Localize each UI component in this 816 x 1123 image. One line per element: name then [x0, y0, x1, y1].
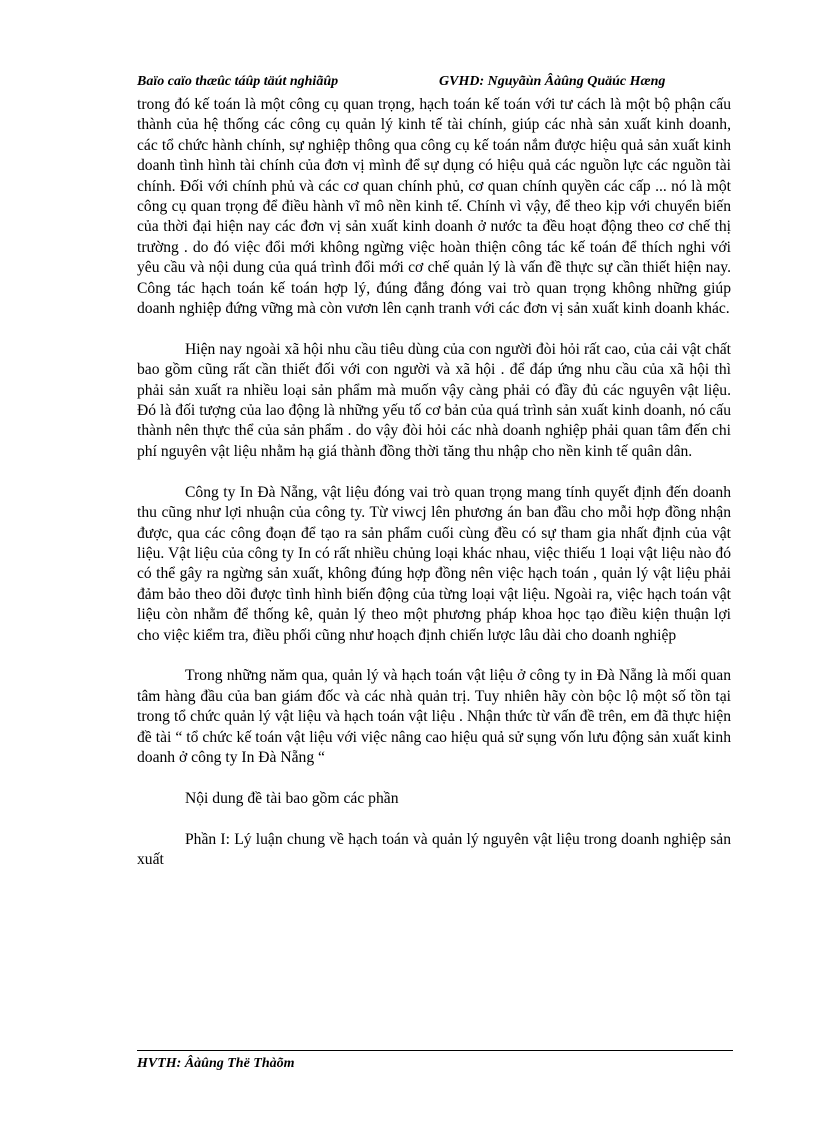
supervisor-name: GVHD: Nguyãùn Âàûng Quäúc Hæng [439, 74, 666, 89]
paragraph-continuation: trong đó kế toán là một công cụ quan trọng, hạch toán kế toán với tư cách là một bộ phận cấu thành của hệ thống các công cụ quản lý kinh tế tài chính, giúp các nhà sản xuất kinh doanh, các tổ chức hành chính, sự nghiệp thông qua công cụ kế toán nắm được hiệu quả sản xuất kinh doanh tình hình tài chính của đơn vị mình để sự dụng có hiệu quả các nguồn lực các nguồn tài chính. Đối với chính phủ và các cơ quan chính phủ, cơ quan chính quyền các cấp ... nó là một công cụ quan trọng để điều hành vĩ mô nền kinh tế. Chính vì vậy, để theo kịp với chuyển biến của thời đại hiện nay các đơn vị sản xuất kinh doanh ở nước ta đều hoạt động theo cơ chế thị trường . do đó việc đổi mới không ngừng việc hoàn thiện công tác kế toán để thích nghi với yêu cầu và nội dung của quá trình đổi mới cơ chế quản lý là vấn đề thực sự cần thiết hiện nay. Công tác hạch toán kế toán hợp lý, đúng đắng đóng vai trò quan trọng không những giúp doanh nghiệp đứng vững mà còn vươn lên cạnh tranh với các đơn vị sản xuất kinh doanh khác. [137, 96, 731, 318]
paragraph-demand: Hiện nay ngoài xã hội nhu cầu tiêu dùng của con người đòi hỏi rất cao, của cải vật chất bao gồm cũng rất cần thiết đối với con người và xã hội . để đáp ứng nhu cầu của xã hội thì phải sản xuất ra nhiều loại sản phẩm mà muốn vậy càng phải có đầy đủ các nguyên vật liệu. Đó là đối tượng của lao động là những yếu tố cơ bản của quá trình sản xuất kinh doanh, nó cấu thành nên thực thể của sản phẩm . do vậy đòi hỏi các nhà doanh nghiệp phải quan tâm đến chi phí nguyên vật liệu nhằm hạ giá thành đồng thời tăng thu nhập cho nền kinh tế quân dân. [137, 340, 731, 460]
report-title: Baïo caïo thæûc táûp täút nghiãûp [137, 74, 339, 89]
paragraph-contents-intro: Nội dung đề tài bao gồm các phần [185, 789, 399, 807]
student-name: HVTH: Âàûng Thë Thàõm [137, 1056, 295, 1071]
footer-divider [137, 1050, 733, 1051]
page-header [137, 72, 733, 92]
document-body [137, 95, 731, 870]
paragraph-company: Công ty In Đà Nẵng, vật liệu đóng vai trò quan trọng mang tính quyết định đến doanh thu cũng như lợi nhuận của công ty. Từ viwcj lên phương án ban đầu cho mỗi hợp đồng nhận được, qua các công đoạn để tạo ra sản phẩm cuối cùng đều có sự tham gia nhất định của vật liệu. Vật liệu của công ty In có rất nhiều chủng loại khác nhau, việc thiếu 1 loại vật liệu nào đó có thể gây ra ngừng sản xuất, không đúng hợp đồng nên việc hạch toán , quản lý vật liệu phải đảm bảo theo dõi được tình hình biến động của từng loại vật liệu. Ngoài ra, việc hạch toán vật liệu còn nhằm để thống kê, quản lý theo một phương pháp khoa học tạo điều kiện thuận lợi cho việc kiểm tra, điều phối cũng như hoạch định chiến lược lâu dài cho doanh nghiệp [137, 483, 731, 644]
paragraph-thesis-topic: Trong những năm qua, quản lý và hạch toán vật liệu ở công ty in Đà Nẵng là mối quan tâm hàng đầu của ban giám đốc và các nhà quản trị. Tuy nhiên hãy còn bộc lộ một số tồn tại trong tổ chức quản lý vật liệu và hạch toán vật liệu . Nhận thức từ vấn đề trên, em đã thực hiện đề tài “ tổ chức kế toán vật liệu với việc nâng cao hiệu quả sử sụng vốn lưu động sản xuất kinh doanh ở công ty In Đà Nẵng “ [137, 667, 731, 766]
paragraph-part-one: Phần I: Lý luận chung về hạch toán và quản lý nguyên vật liệu trong doanh nghiệp sản xuất [137, 830, 731, 868]
